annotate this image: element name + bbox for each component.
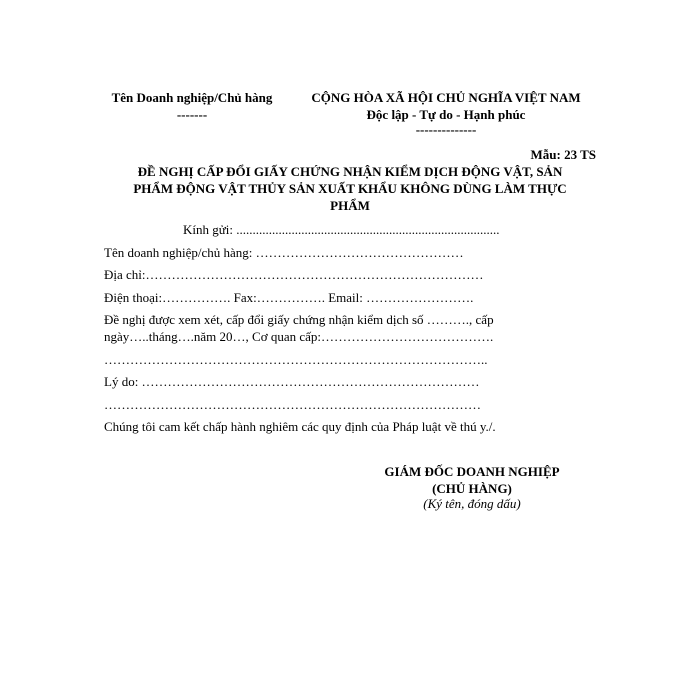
- commitment-line: Chúng tôi cam kết chấp hành nghiêm các quy định của Pháp luật về thú y./.: [104, 419, 496, 434]
- signature-subtitle: (CHỦ HÀNG): [432, 481, 512, 496]
- blank-line-2: ……………………………………………………………………………: [104, 397, 481, 412]
- motto: Độc lập - Tự do - Hạnh phúc: [366, 107, 526, 122]
- request-line-1: Đề nghị được xem xét, cấp đổi giấy chứng nhận kiểm dịch số ………., cấp: [104, 312, 494, 327]
- address-line: Địa chỉ:……………………………………………………………………: [104, 267, 484, 282]
- contact-line: Điện thoại:……………. Fax:……………. Email: …………………….: [104, 290, 474, 305]
- org-label: Tên Doanh nghiệp/Chủ hàng: [111, 90, 273, 105]
- blank-line-1: ……………………………………………………………………………..: [104, 352, 488, 367]
- reason-line: Lý do: ……………………………………………………………………: [104, 374, 480, 389]
- request-line-2: ngày…..tháng….năm 20…, Cơ quan cấp:………………………………….: [104, 329, 494, 344]
- org-dashes: -------: [176, 107, 208, 122]
- country-name: CỘNG HÒA XÃ HỘI CHỦ NGHĨA VIỆT NAM: [311, 90, 581, 105]
- enterprise-name-line: Tên doanh nghiệp/chủ hàng: …………………………………………: [104, 245, 464, 260]
- document-title-line2: PHẨM ĐỘNG VẬT THỦY SẢN XUẤT KHẨU KHÔNG DÙNG LÀM THỰC: [133, 181, 567, 196]
- document-title-line3: PHẨM: [330, 198, 370, 213]
- recipient-line: Kính gửi: .................................................................................: [183, 222, 500, 237]
- form-code: Mẫu: 23 TS: [530, 147, 596, 162]
- signature-title: GIÁM ĐỐC DOANH NGHIỆP: [384, 464, 560, 479]
- document-title-line1: ĐỀ NGHỊ CẤP ĐỔI GIẤY CHỨNG NHẬN KIỂM DỊCH ĐỘNG VẬT, SẢN: [137, 164, 563, 179]
- signature-note: (Ký tên, đóng dấu): [423, 496, 521, 511]
- motto-dashes: --------------: [415, 122, 477, 137]
